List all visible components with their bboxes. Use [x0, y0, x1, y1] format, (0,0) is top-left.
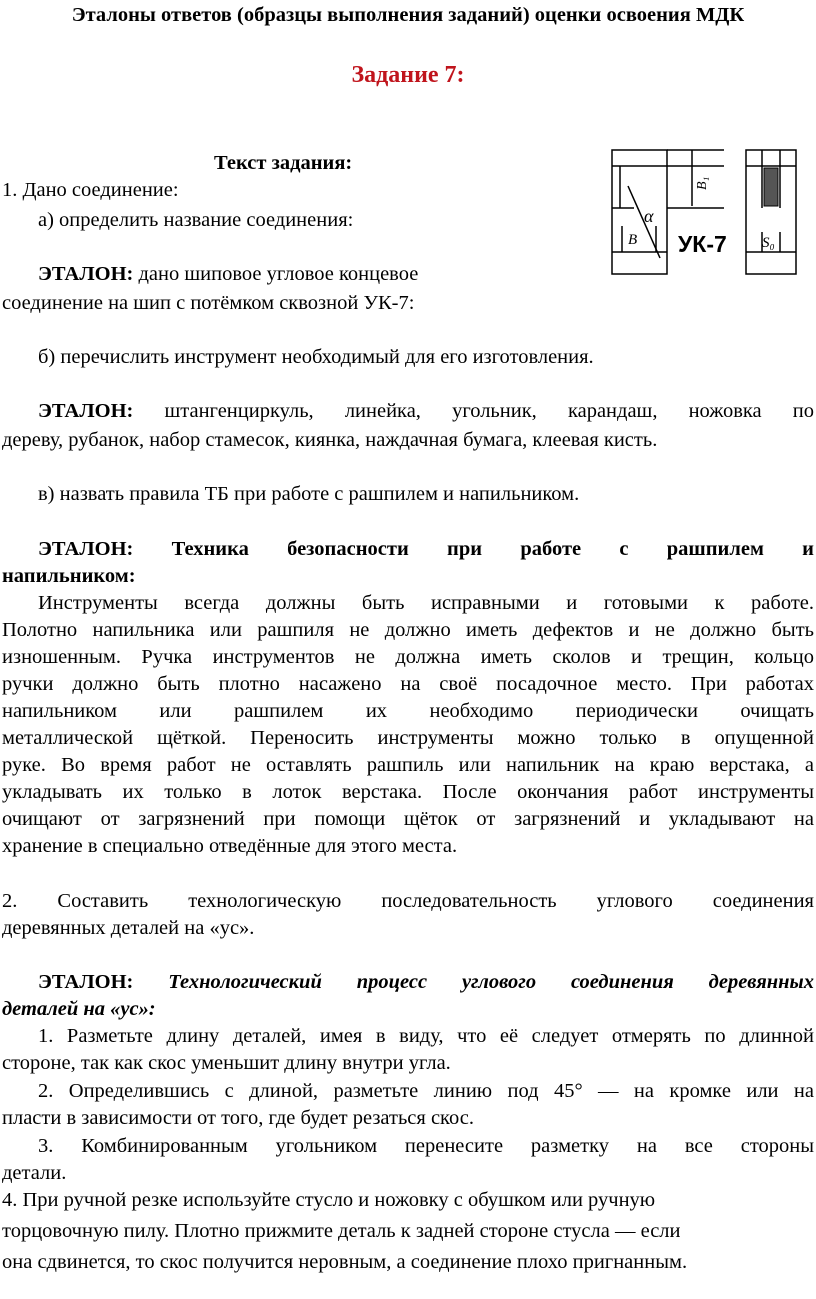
q1-b: б) перечислить инструмент необходимый для его изготовления. [38, 346, 594, 368]
task-text-heading: Текст задания: [214, 152, 353, 174]
q2-task-line-2: деревянных деталей на «ус». [2, 917, 255, 939]
q1-c-rule-line: Инструменты всегда должны быть исправными и готовыми к работе. [38, 592, 814, 614]
figure-label: УК-7 [678, 231, 727, 257]
q1-c-rule-line: ручки должно быть плотно насажено на своё посадочное место. При работах [2, 673, 814, 695]
dim-b-label: B [628, 232, 638, 248]
q1-c-rule-line: напильником или рашпилем их необходимо периодически очищать [2, 700, 814, 722]
q1-a-answer-line-1 [2, 261, 814, 287]
q1-intro: 1. Дано соединение: [2, 179, 179, 201]
q2-step-line: она сдвинется, то скос получится неровным, а соединение плохо пригнанным. [2, 1251, 688, 1273]
etalon-label: ЭТАЛОН: [38, 971, 134, 993]
q2-step-line: торцовочную пилу. Плотно прижмите деталь к задней стороне стусла — если [2, 1220, 681, 1242]
document-header: Эталоны ответов (образцы выполнения заданий) оценки освоения МДК [71, 4, 745, 26]
q2-task-line-1: 2. Составить технологическую последовательность углового соединения [2, 890, 814, 912]
q1-c-rule-line: руке. Во время работ не оставлять рашпиль или напильник на краю верстака, а [2, 754, 814, 776]
q2-answer-heading-1 [2, 969, 814, 995]
answer-heading: Технологический процесс углового соединения деревянных [133, 971, 814, 993]
q1-a: а) определить название соединения: [38, 209, 354, 231]
q2-step-line: 4. При ручной резке используйте стусло и ножовку с обушком или ручную [2, 1189, 656, 1211]
q1-c-rule-line: укладывать их только в лоток верстака. После окончания работ инструменты [2, 781, 814, 803]
dim-s0-label: S₀ [762, 235, 775, 251]
q2-step-line: пласти в зависимости от того, где будет резаться скос. [2, 1107, 474, 1129]
q1-b-answer-line-1 [2, 398, 814, 424]
q2-step-line: стороне, так как скос уменьшит длину внутри угла. [2, 1052, 451, 1074]
q1-c-rule-line: хранение в специально отведённые для этого места. [2, 835, 458, 857]
q2-step-line: 3. Комбинированным угольником перенесите разметку на все стороны [38, 1135, 814, 1157]
etalon-label: ЭТАЛОН: [38, 263, 134, 285]
q2-step-line: 2. Определившись с длиной, разметьте линию под 45° — на кромке или на [38, 1080, 814, 1102]
q1-c-rule-line: металлической щёткой. Переносить инструменты можно только в опущенной [2, 727, 814, 749]
task-title: Задание 7: [351, 62, 465, 88]
answer-text: штангенциркуль, линейка, угольник, карандаш, ножовка по [133, 400, 814, 422]
q2-answer-heading-2: деталей на «ус»: [2, 998, 156, 1020]
dim-alpha-label: α [644, 206, 654, 226]
q1-b-answer-line-2: дереву, рубанок, набор стамесок, киянка, наждачная бумага, клеевая кисть. [2, 429, 658, 451]
q1-c-rule-line: очищают от загрязнений при помощи щёток от загрязнений и укладывают на [2, 808, 814, 830]
q1-c-answer-heading-1: ЭТАЛОН: Техника безопасности при работе с рашпилем и [38, 538, 814, 560]
q1-c-answer-heading-2: напильником: [2, 565, 136, 587]
q2-step-line: детали. [2, 1162, 67, 1184]
q2-step-line: 1. Разметьте длину деталей, имея в виду, что её следует отмерять по длинной [38, 1025, 814, 1047]
q1-a-answer-line-2: соединение на шип с потёмком сквозной УК-7: [2, 292, 415, 314]
answer-text: дано шиповое угловое концевое [133, 263, 419, 285]
q1-c-rule-line: Полотно напильника или рашпиля не должно иметь дефектов и не должно быть [2, 619, 814, 641]
dim-b1-label: B₁ [695, 176, 710, 190]
q1-c-rule-line: изношенным. Ручка инструментов не должна иметь сколов и трещин, кольцо [2, 646, 814, 668]
etalon-label: ЭТАЛОН: [38, 400, 134, 422]
q1-c: в) назвать правила ТБ при работе с рашпилем и напильником. [38, 483, 580, 505]
